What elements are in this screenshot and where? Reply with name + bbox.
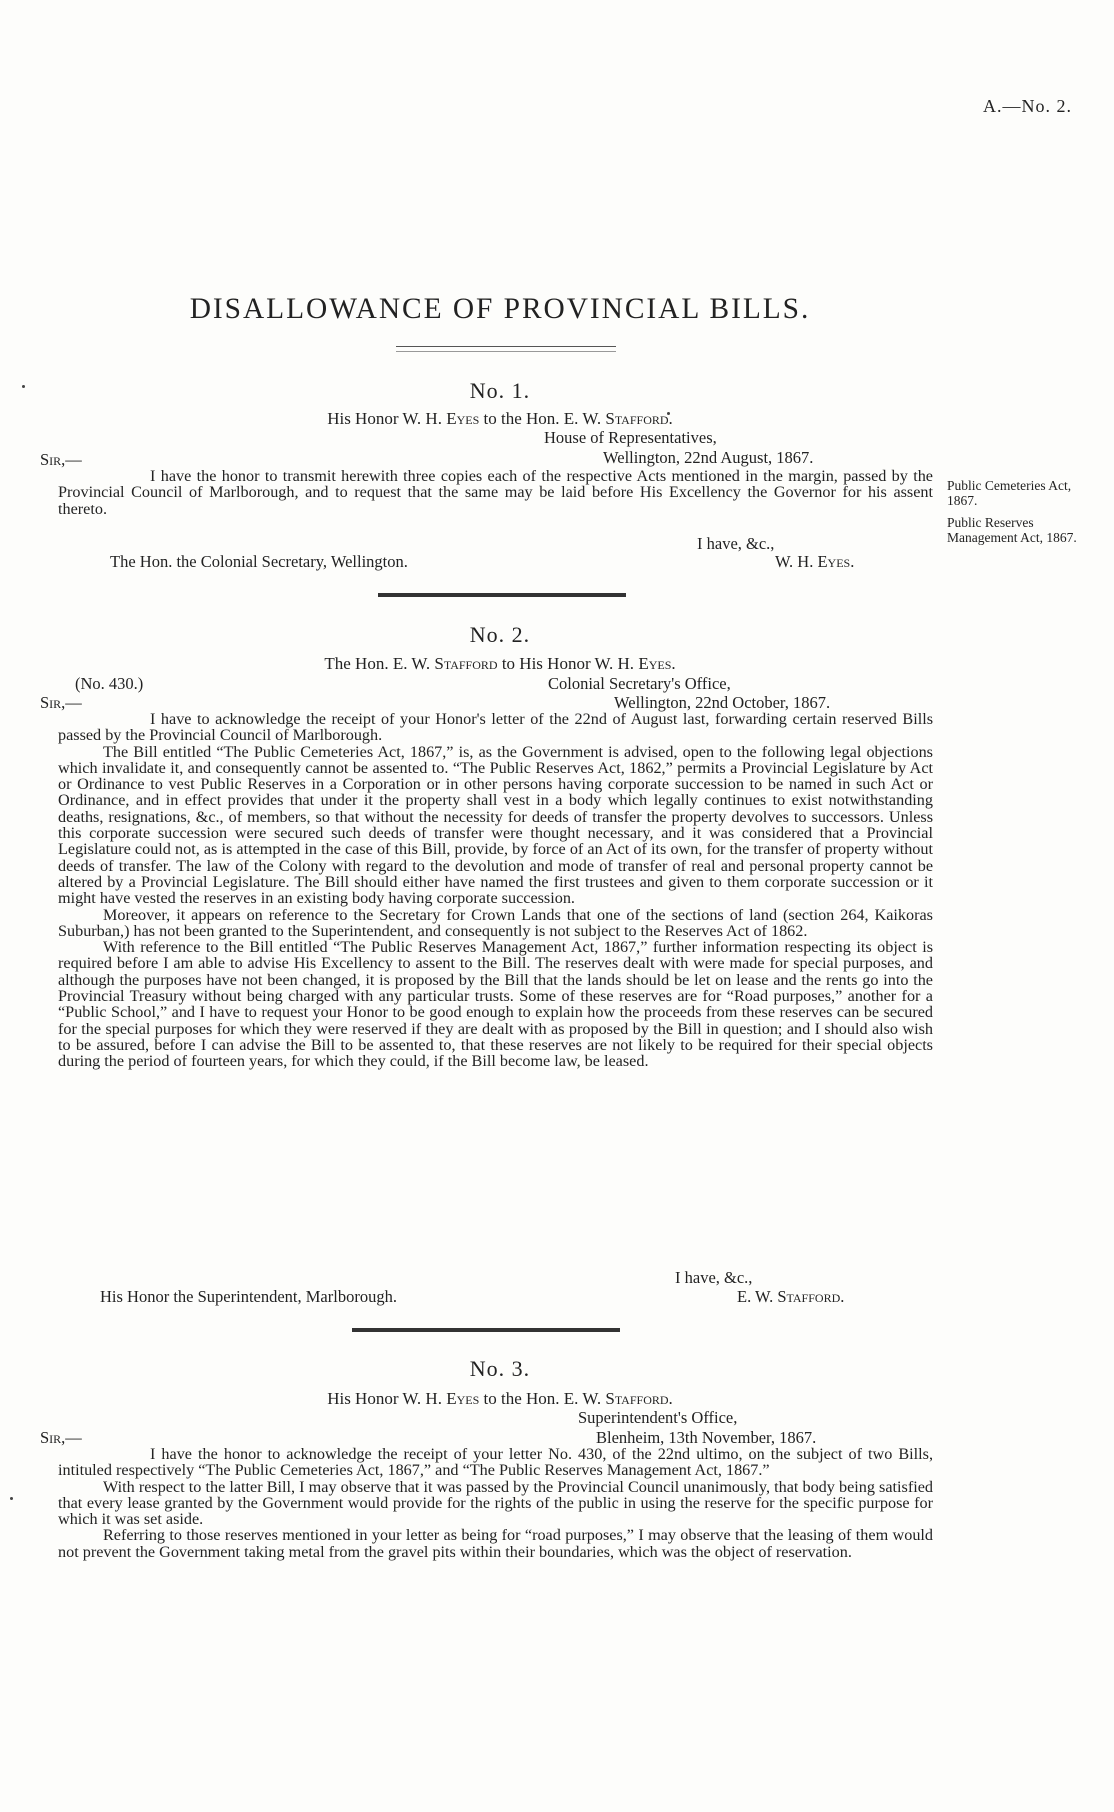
heading-name: Stafford [434, 654, 498, 673]
heading-text: His Honor W. H. [327, 409, 447, 428]
letter-3-address-2: Blenheim, 13th November, 1867. [596, 1428, 817, 1447]
page-reference: A.—No. 2. [983, 96, 1072, 116]
title-rule-secondary [396, 351, 616, 352]
letter-3-paragraph: Referring to those reserves mentioned in your letter as being for “road purposes,” I may observe that the leasing of them would not prevent the Government taking metal from the gravel pits within their boundaries, which was the object of reservation. [58, 1526, 933, 1561]
letter-2-paragraph: I have to acknowledge the receipt of your Honor's letter of the 22nd of August last, forwarding certain reserved Bills passed by the Provincial Council of Marlborough. [58, 710, 933, 745]
letter-2-address-1: Colonial Secretary's Office, [548, 674, 731, 693]
letter-2-paragraph: The Bill entitled “The Public Cemeteries Act, 1867,” is, as the Government is advised, open to the following legal objections which invalidate it, and consequently cannot be assented to. “The Public Reserves Act, 1862,” permits a Provincial Legislature by Act or Ordinance to vest Public Reserves in a Corporation or in other persons having corporate succession to be named in such Act or Ordinance, and in effect provides that under it the property shall vest in a body which legally continues to exist notwithstanding deaths, resignations, &c., of members, so that without the necessity for deeds of transfer the property devolves to successors. Unless this corporate succession were secured such deeds of transfer were thought necessary, and it was considered that a Provincial Legislature could not, as is attempted in the case of this Bill, provide, by force of an Act of its own, for the transfer of property without deeds of transfer. The law of the Colony with regard to the devolution and mode of transfer of real and personal property cannot be altered by a Provincial Legislature. The Bill should either have named the first trustees and given to them corporate succession or it might have vested the reserves in an existing body having corporate succession. [58, 742, 933, 908]
section-divider [352, 1328, 620, 1332]
letter-1-address-2: Wellington, 22nd August, 1867. [603, 448, 814, 467]
letter-2-paragraph: With reference to the Bill entitled “The Public Reserves Management Act, 1867,” further information respecting its object is required before I am able to advise His Excellency to assent to the Bill. The reserves dealt with were made for special purposes, and although the purposes have not been changed, it is proposed by the Bill that the lands should be let on lease and the rents go into the Provincial Treasury without being charged with any particular trusts. Some of these reserves are for “Road purposes,” another for a “Public School,” and I have to request your Honor to be good enough to explain how the proceeds from these reserves can be secured for the special purposes for which they were reserved if they are dealt with as proposed by the Bill in question; and I should also wish to be assured, before I can advise the Bill to be assented to, that these reserves are not likely to be required for their special objects during the period of fourteen years, for which they could, if the Bill become law, be leased. [58, 938, 933, 1071]
letter-1-body [58, 468, 933, 517]
heading-name: Eyes [638, 654, 672, 673]
letter-2-closing: I have, &c., [675, 1268, 753, 1287]
heading-text: to His Honor W. H. [497, 654, 639, 673]
title-rule [396, 346, 616, 347]
heading-name: Stafford [605, 409, 669, 428]
letter-3-paragraph: With respect to the latter Bill, I may observe that it was passed by the Provincial Council unanimously, that body being satisfied that every lease granted by the Government would provide for the rights of the public in using the reserve for the specific purpose for which it was set aside. [58, 1477, 933, 1529]
letter-2-salutation: Sir,— [40, 693, 82, 712]
letter-3-address-1: Superintendent's Office, [578, 1408, 738, 1427]
section-divider [378, 593, 626, 597]
heading-text: to the Hon. E. W. [479, 409, 606, 428]
letter-1-number: No. 1. [469, 378, 531, 403]
letter-2-reference: (No. 430.) [75, 674, 144, 693]
heading-text: to the Hon. E. W. [479, 1389, 606, 1408]
letter-3-heading [0, 1389, 1000, 1409]
letter-2-body [58, 711, 933, 1070]
margin-note-2: Public Reserves Management Act, 1867. [947, 515, 1077, 545]
letter-2-addressee: His Honor the Superintendent, Marlborough. [100, 1287, 397, 1306]
letter-1-salutation: Sir,— [40, 450, 82, 469]
letter-1-signature: W. H. Eyes. [775, 552, 855, 571]
letter-3-number: No. 3. [469, 1356, 531, 1381]
letter-1-paragraph: I have the honor to transmit herewith three copies each of the respective Acts mentioned in the margin, passed by the Provincial Council of Marlborough, and to request that the same may be laid before His Excellency the Governor for his assent thereto. [58, 467, 933, 518]
heading-text: . [668, 409, 673, 428]
letter-2-number: No. 2. [469, 622, 531, 647]
heading-name: Stafford [605, 1389, 669, 1408]
letter-3-body [58, 1446, 933, 1560]
heading-name: Eyes [446, 409, 480, 428]
heading-text: . [668, 1389, 673, 1408]
letter-2-paragraph: Moreover, it appears on reference to the Secretary for Crown Lands that one of the sections of land (section 264, Kaikoras Suburban,) has not been granted to the Superintendent, and consequently is not subject to the Reserves Act of 1862. [58, 905, 933, 940]
document-title: DISALLOWANCE OF PROVINCIAL BILLS. [189, 292, 811, 325]
letter-2-signature: E. W. Stafford. [737, 1287, 845, 1306]
print-speck [10, 1497, 13, 1500]
letter-1-heading [0, 409, 1000, 429]
margin-note-1: Public Cemeteries Act, 1867. [947, 478, 1072, 508]
letter-1-address-1: House of Representatives, [544, 428, 717, 447]
letter-3-paragraph: I have the honor to acknowledge the receipt of your letter No. 430, of the 22nd ultimo, on the subject of two Bills, intituled respectively “The Public Cemeteries Act, 1867,” and “The Public Reserves Management Act, 1867.” [58, 1445, 933, 1480]
letter-1-closing: I have, &c., [697, 534, 775, 553]
heading-text: His Honor W. H. [327, 1389, 447, 1408]
heading-name: Eyes [446, 1389, 480, 1408]
letter-2-address-2: Wellington, 22nd October, 1867. [614, 693, 831, 712]
letter-2-heading [0, 654, 1000, 674]
heading-text: The Hon. E. W. [324, 654, 435, 673]
letter-1-addressee: The Hon. the Colonial Secretary, Wellington. [110, 552, 408, 571]
letter-3-salutation: Sir,— [40, 1428, 82, 1447]
heading-text: . [671, 654, 676, 673]
